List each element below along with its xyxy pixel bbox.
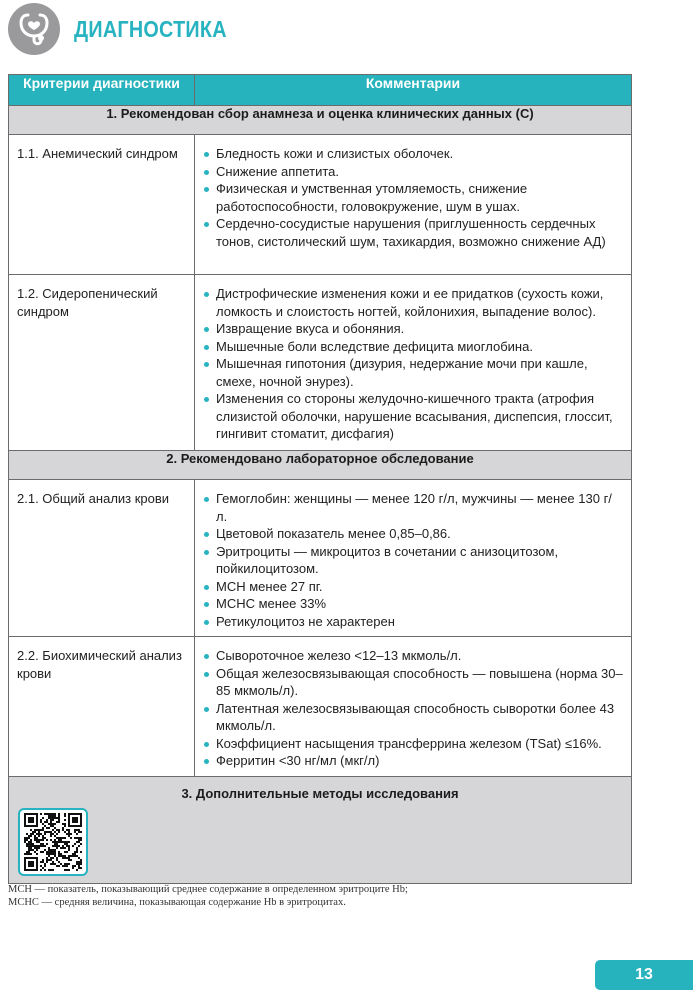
comments-list (203, 285, 623, 443)
comments-list (203, 647, 623, 770)
list-item: Изменения со стороны желудочно-кишечного тракта (атрофия слизистой оболочки, нарушение всасывания, диспепсия, глоссит, гингивит стоматит, дисфагия) (203, 390, 623, 443)
table-row (9, 135, 632, 275)
list-item: МСН менее 27 пг. (203, 578, 623, 596)
list-item: Мышечная гипотония (дизурия, недержание мочи при кашле, смехе, ночной энурез). (203, 355, 623, 390)
qr-code[interactable] (18, 808, 88, 876)
stethoscope-heart-icon (8, 3, 60, 55)
column-header-comments: Комментарии (195, 75, 632, 106)
section3-row (9, 776, 632, 883)
column-header-criteria: Критерии диагностики (9, 75, 195, 106)
page-title: ДИАГНОСТИКА (74, 15, 227, 42)
footnotes (8, 883, 408, 909)
diagnostics-table (8, 74, 632, 884)
criterion-cell: 2.2. Биохимический анализ крови (9, 637, 195, 777)
list-item: Физическая и умственная утомляемость, снижение работоспособности, головокружение, шум в ушах. (203, 180, 623, 215)
comments-list (203, 490, 623, 630)
comments-list (203, 145, 623, 250)
list-item: Извращение вкуса и обоняния. (203, 320, 623, 338)
comments-cell (195, 275, 632, 451)
list-item: Эритроциты — микроцитоз в сочетании с анизоцитозом, пойкилоцитозом. (203, 543, 623, 578)
list-item: Коэффициент насыщения трансферрина железом (TSat) ≤16%. (203, 735, 623, 753)
table-body (9, 106, 632, 884)
list-item: Гемоглобин: женщины — менее 120 г/л, мужчины — менее 130 г/л. (203, 490, 623, 525)
page-number: 13 (595, 960, 693, 990)
table-row (9, 480, 632, 637)
section-row (9, 106, 632, 135)
section-row (9, 451, 632, 480)
list-item: Латентная железосвязывающая способность сыворотки более 43 мкмоль/л. (203, 700, 623, 735)
footnote-mch: МСН — показатель, показывающий среднее содержание в определенном эритроците Hb; (8, 884, 408, 895)
table-row (9, 637, 632, 777)
page-header (8, 3, 252, 55)
section-title: 2. Рекомендовано лабораторное обследование (9, 451, 632, 480)
list-item: Бледность кожи и слизистых оболочек. (203, 145, 623, 163)
table-header-row (9, 75, 632, 106)
section3-title: 3. Дополнительные методы исследования (181, 785, 459, 801)
list-item: Мышечные боли вследствие дефицита миоглобина. (203, 338, 623, 356)
section3-cell (9, 776, 632, 883)
list-item: Ретикулоцитоз не характерен (203, 613, 623, 631)
comments-cell (195, 480, 632, 637)
list-item: Сердечно-сосудистые нарушения (приглушенность сердечных тонов, систолический шум, тахикардия, возможно снижение АД) (203, 215, 623, 250)
table-row (9, 275, 632, 451)
footnote-mchc: МСНС — средняя величина, показывающая содержание Hb в эритроцитах. (8, 897, 346, 908)
criterion-cell: 1.1. Анемический синдром (9, 135, 195, 275)
list-item: Ферритин <30 нг/мл (мкг/л) (203, 752, 623, 770)
comments-cell (195, 135, 632, 275)
criterion-cell: 2.1. Общий анализ крови (9, 480, 195, 637)
list-item: Дистрофические изменения кожи и ее придатков (сухость кожи, ломкость и слоистость ногтей, койлонихия, выпадение волос). (203, 285, 623, 320)
list-item: Общая железосвязывающая способность — повышена (норма 30–85 мкмоль/л). (203, 665, 623, 700)
criterion-cell: 1.2. Сидеропенический синдром (9, 275, 195, 451)
list-item: Цветовой показатель менее 0,85–0,86. (203, 525, 623, 543)
section-title: 1. Рекомендован сбор анамнеза и оценка клинических данных (С) (9, 106, 632, 135)
list-item: Снижение аппетита. (203, 163, 623, 181)
list-item: Сывороточное железо <12–13 мкмоль/л. (203, 647, 623, 665)
list-item: МСНС менее 33% (203, 595, 623, 613)
comments-cell (195, 637, 632, 777)
